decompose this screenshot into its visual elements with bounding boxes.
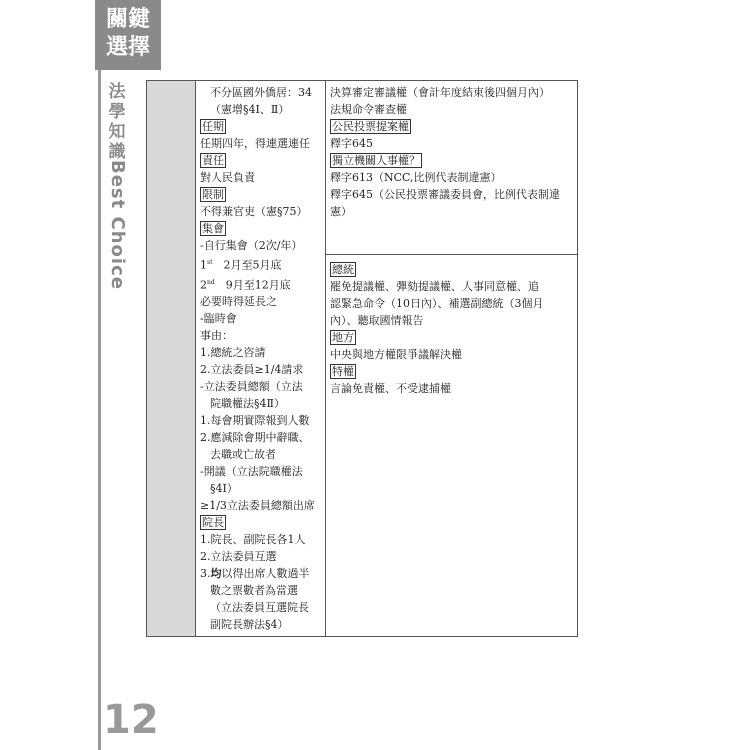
section-tag-line [200, 220, 322, 237]
side-label-char: 學 [108, 102, 126, 122]
text-line: 2.立法委員≥1/4請求 [200, 363, 304, 377]
text-line: 數之票數者為當選 [210, 584, 298, 598]
side-label-char: 法 [108, 82, 126, 102]
badge-line-1: 關鍵 [105, 7, 150, 32]
text-line: -臨時會 [200, 312, 237, 326]
text-line: （立法委員互選院長 [210, 601, 309, 615]
text-line: §4Ⅰ） [210, 482, 238, 496]
section-tag: 集會 [202, 222, 224, 235]
text-line: （憲增§4Ⅰ、Ⅱ） [210, 103, 290, 116]
section-tag: 總統 [332, 263, 354, 276]
text-line: -開議（立法院職權法 [200, 465, 303, 479]
text-line: 法規命令審查權 [330, 103, 407, 116]
section-tag-line [330, 152, 570, 169]
chapter-badge [95, 0, 161, 70]
text-line: 不分區國外僑居：34 [210, 86, 312, 99]
text-line: -自行集會（2次/年） [200, 239, 303, 252]
text-line: 1.院長、副院長各1人 [200, 533, 306, 547]
ordinal-suffix: st [207, 259, 213, 266]
text-line: 認緊急命令（10日內）、補選副總統（3個月 [330, 297, 544, 310]
page-spine-line [98, 0, 101, 750]
section-tag: 公民投票提案權 [332, 120, 409, 133]
section-tag-line [330, 363, 570, 380]
section-tag-line [200, 118, 322, 135]
section-tag: 限制 [202, 188, 224, 201]
ordinal-number: 2 [200, 278, 207, 292]
section-tag-line [200, 152, 322, 169]
section-tag: 特權 [332, 365, 354, 378]
text-line: ≥1/3立法委員總額出席 [200, 499, 315, 513]
text-line: 中央與地方權限爭議解決權 [330, 348, 462, 361]
text-line: 必要時得延長之 [200, 295, 277, 309]
side-label-char: 識 [108, 142, 126, 162]
text-line: 言論免責權、不受逮捕權 [330, 382, 451, 395]
text-line: 釋字645 [330, 137, 373, 150]
text-line: 任期四年，得連選連任 [200, 137, 310, 150]
table-middle-column [196, 81, 326, 636]
text-line: 2.應減除會期中辭職、 [200, 431, 310, 445]
side-label-char: 知 [108, 122, 126, 142]
section-tag: 院長 [202, 516, 224, 530]
text-line: 副院長辦法§4） [210, 618, 289, 632]
text-line: 去職或亡故者 [210, 448, 276, 462]
text-line: 憲） [330, 205, 352, 218]
page-number: 12 [103, 697, 159, 743]
table-row-divider [326, 254, 577, 255]
left-cell [200, 84, 322, 633]
text-line [200, 254, 322, 274]
text-line: 釋字613（NCC,比例代表制違憲） [330, 171, 502, 184]
text-line: 1.每會期實際報到人數 [200, 414, 310, 428]
text-line: 2.立法委員互選 [200, 550, 277, 564]
content-table [146, 80, 578, 637]
ordinal-suffix: nd [207, 278, 215, 286]
text-line: 1.總統之咨請 [200, 346, 266, 360]
section-tag: 地方 [332, 331, 354, 344]
text-line: 釋字645（公民投票審議委員會，比例代表制違 [330, 188, 560, 201]
side-label-english: Best Choice [107, 160, 128, 290]
side-label-chinese [106, 82, 128, 162]
text-line: 3.均以得出席人數過半 [200, 567, 310, 581]
text-line: -立法委員總額（立法 [200, 380, 303, 394]
ordinal-number: 1 [200, 258, 207, 272]
table-right-column [326, 81, 577, 636]
text-line: 事由： [200, 329, 233, 343]
right-bottom-cell [330, 261, 570, 397]
section-tag: 獨立機關人事權？ [332, 154, 420, 167]
text-line: 對人民負責 [200, 171, 255, 184]
section-tag-line [330, 118, 570, 135]
section-tag-line [330, 261, 570, 278]
section-tag-line [200, 514, 322, 531]
section-tag: 任期 [202, 120, 224, 133]
text-line: 內）、聽取國情報告 [330, 314, 424, 327]
section-tag: 責任 [202, 154, 224, 167]
emphasis-text: 均 [210, 567, 222, 581]
table-gray-column [147, 81, 196, 636]
badge-line-2: 選擇 [105, 35, 150, 60]
right-top-cell [330, 84, 570, 220]
text-line: 院職權法§4Ⅱ） [210, 397, 285, 411]
ordinal-text: 2月至5月底 [212, 258, 282, 272]
section-tag-line [330, 329, 570, 346]
text-line: 不得兼官吏（憲§75） [200, 205, 308, 218]
text-line: 罷免提議權、彈劾提議權、人事同意權、追 [330, 280, 539, 293]
section-tag-line [200, 186, 322, 203]
text-line: 決算審定審議權（會計年度結束後四個月內） [330, 86, 550, 99]
ordinal-text: 9月至12月底 [214, 278, 291, 292]
text-line [200, 274, 322, 294]
